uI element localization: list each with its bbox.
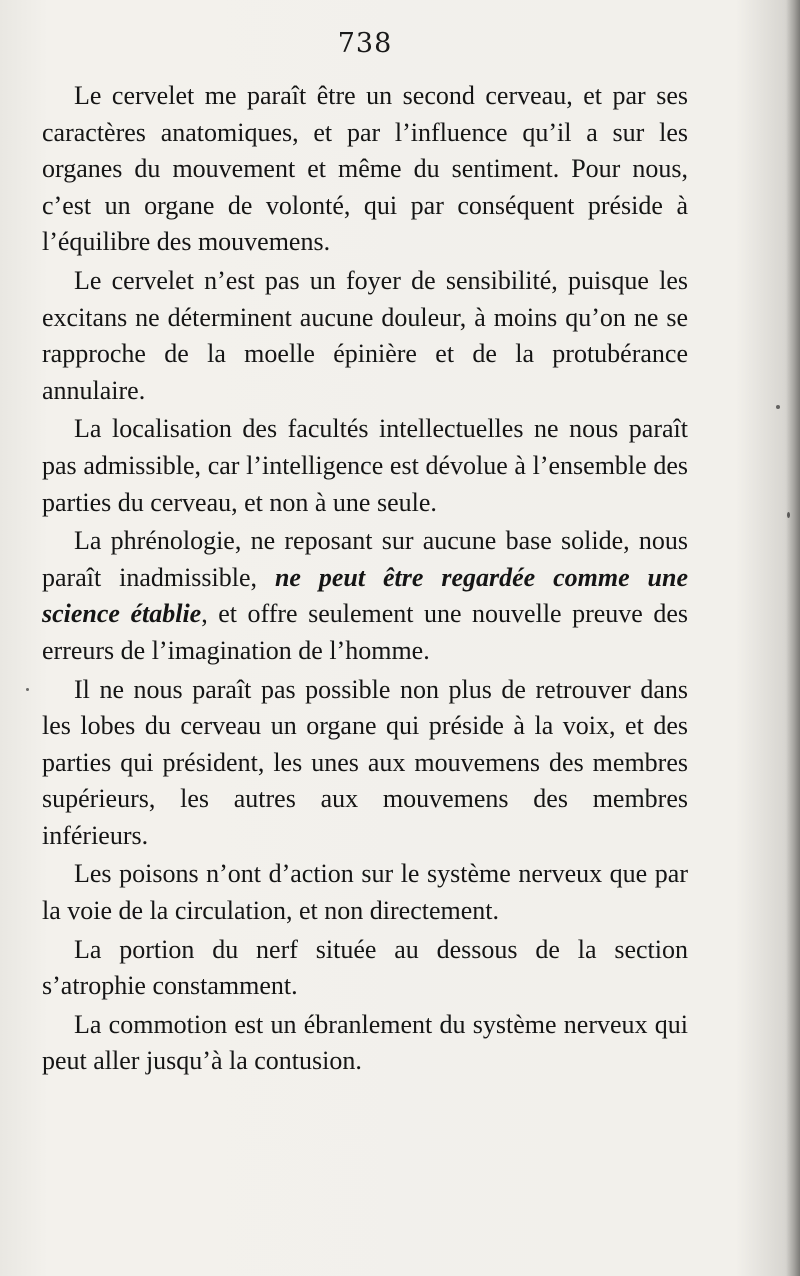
paragraph-commotion: La commotion est un ébranlement du système nerveux qui peut aller jusqu’à la contusion. [42, 1009, 688, 1076]
body-text [42, 78, 688, 1080]
paragraph-phrenologie [42, 523, 688, 669]
phrenologie-text-start: La phrénologie, ne reposant sur aucune base solide, nous paraît inadmissible, [42, 526, 688, 592]
paragraph-cervelet-second-cerveau: Le cervelet me paraît être un second cerveau, et par ses caractères anatomiques, et par l’influence qu’il a sur les organes du mouvement et même du sentiment. Pour nous, c’est un organe de volonté, qui par conséquent préside à l’équilibre des mouvemens. [42, 81, 688, 257]
paragraph-lobes-voix: Il ne nous paraît pas possible non plus de retrouver dans les lobes du cerveau un organe qui préside à la voix, et des parties qui président, les unes aux mouvemens des membres supérieurs, les autres aux mouvemens des membres inférieurs. [42, 674, 688, 850]
phrenologie-italic-phrase: ne peut être regardée comme une science établie [42, 562, 688, 629]
page-number: 738 [337, 28, 393, 59]
paragraph-poisons: Les poisons n’ont d’action sur le système nerveux que par la voie de la circulation, et non directement. [42, 859, 688, 926]
phrenologie-text-end: , et offre seulement une nouvelle preuve des erreurs de l’imagination de l’homme. [42, 599, 688, 665]
paragraph-cervelet-sensibilite: Le cervelet n’est pas un foyer de sensibilité, puisque les excitans ne déterminent aucune douleur, à moins qu’on ne se rapproche de la moelle épinière et de la protubérance annulaire. [42, 265, 688, 405]
paragraph-localisation-facultes: La localisation des facultés intellectuelles ne nous paraît pas admissible, car l’intelligence est dévolue à l’ensemble des parties du cerveau, et non à une seule. [42, 414, 688, 517]
page-edge-shadow [786, 0, 800, 1276]
ink-speck [26, 688, 29, 691]
paragraph-portion-nerf: La portion du nerf située au dessous de la section s’atrophie constamment. [42, 934, 688, 1001]
ink-speck [776, 405, 780, 409]
